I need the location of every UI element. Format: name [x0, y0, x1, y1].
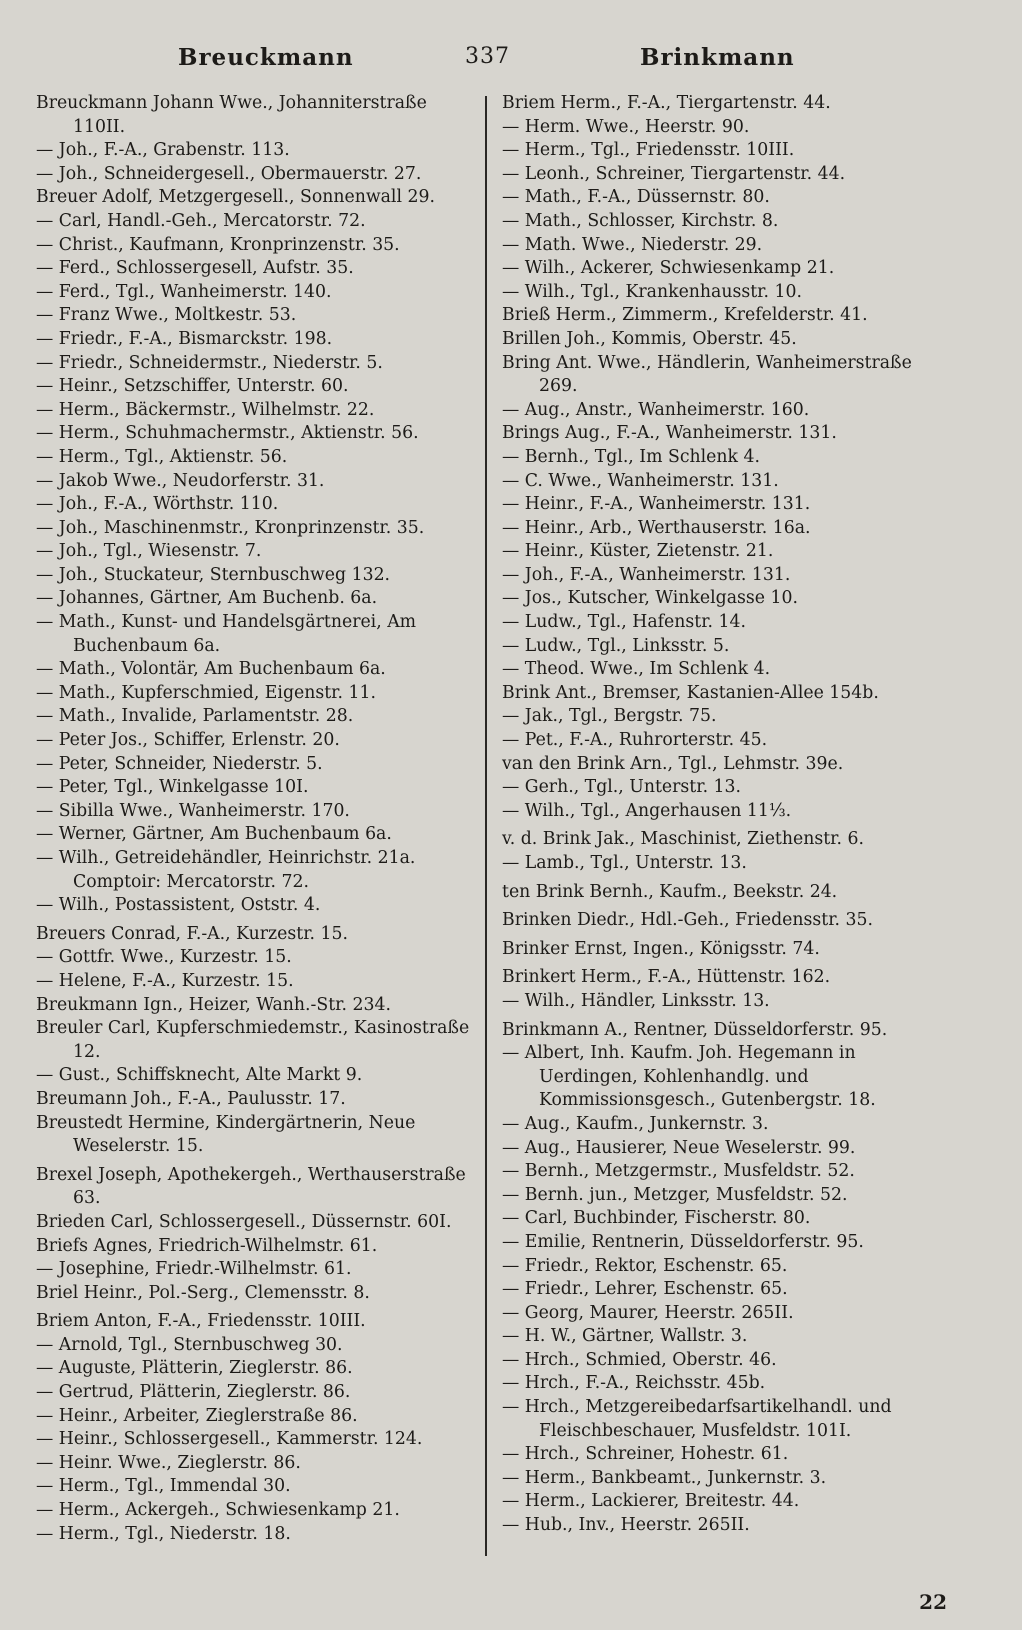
directory-entry: Brillen Joh., Kommis, Oberstr. 45. — [502, 328, 797, 349]
directory-entry: — Hrch., F.-A., Reichsstr. 45b. — [502, 1373, 766, 1394]
directory-entry: — Aug., Anstr., Wanheimerstr. 160. — [502, 399, 810, 420]
directory-entry: — Josephine, Friedr.-Wilhelmstr. 61. — [36, 1259, 352, 1280]
directory-entry: — Leonh., Schreiner, Tiergartenstr. 44. — [502, 163, 846, 184]
directory-entry: Bring Ant. Wwe., Händlerin, Wanheimerstraße 269. — [502, 352, 912, 397]
directory-entry: ten Brink Bernh., Kaufm., Beekstr. 24. — [502, 881, 838, 902]
directory-entry: — Heinr. Wwe., Zieglerstr. 86. — [36, 1452, 301, 1473]
directory-entry: — Ludw., Tgl., Hafenstr. 14. — [502, 612, 747, 633]
left-column — [36, 92, 472, 1546]
directory-entry: v. d. Brink Jak., Maschinist, Ziethenstr. 6. — [502, 829, 865, 850]
directory-entry: — Gottfr. Wwe., Kurzestr. 15. — [36, 947, 292, 968]
directory-entry: — Emilie, Rentnerin, Düsseldorferstr. 95. — [502, 1231, 864, 1252]
directory-entry: van den Brink Arn., Tgl., Lehmstr. 39e. — [502, 753, 844, 774]
directory-entry: — Heinr., Arb., Werthauserstr. 16a. — [502, 517, 811, 538]
directory-entry: — Carl, Buchbinder, Fischerstr. 80. — [502, 1208, 811, 1229]
directory-entry: Briem Anton, F.-A., Friedensstr. 10III. — [36, 1311, 366, 1332]
directory-entry: — Math., Invalide, Parlamentstr. 28. — [36, 706, 354, 727]
directory-entry: — Wilh., Tgl., Krankenhausstr. 10. — [502, 281, 802, 302]
directory-entry: — Christ., Kaufmann, Kronprinzenstr. 35. — [36, 234, 400, 255]
directory-entry: — Hrch., Schreiner, Hohestr. 61. — [502, 1444, 789, 1465]
directory-entry: — Auguste, Plätterin, Zieglerstr. 86. — [36, 1358, 353, 1379]
directory-entry: — Heinr., Setzschiffer, Unterstr. 60. — [36, 376, 349, 397]
directory-entry: — Math. Wwe., Niederstr. 29. — [502, 234, 763, 255]
directory-entry: Brieden Carl, Schlossergesell., Düssernstr. 60I. — [36, 1211, 452, 1232]
directory-entry: — Peter Jos., Schiffer, Erlenstr. 20. — [36, 730, 340, 751]
directory-entry: — Math., Schlosser, Kirchstr. 8. — [502, 210, 779, 231]
directory-entry: — Math., Kupferschmied, Eigenstr. 11. — [36, 682, 377, 703]
running-head-right: Brinkmann — [640, 44, 795, 71]
directory-entry: — Bernh. jun., Metzger, Musfeldstr. 52. — [502, 1184, 848, 1205]
directory-entry: Breustedt Hermine, Kindergärtnerin, Neue Weselerstr. 15. — [36, 1112, 416, 1157]
directory-entry: — Hrch., Schmied, Oberstr. 46. — [502, 1349, 777, 1370]
directory-entry: — Herm., Tgl., Aktienstr. 56. — [36, 446, 288, 467]
directory-entry: — Herm., Schuhmachermstr., Aktienstr. 56. — [36, 423, 419, 444]
directory-entry: — H. W., Gärtner, Wallstr. 3. — [502, 1326, 748, 1347]
column-divider — [485, 96, 487, 1556]
directory-entry: Brinken Diedr., Hdl.-Geh., Friedensstr. 35. — [502, 910, 874, 931]
directory-entry: — Jakob Wwe., Neudorferstr. 31. — [36, 470, 325, 491]
directory-entry: — Herm., Tgl., Friedensstr. 10III. — [502, 140, 795, 161]
directory-entry: — Albert, Inh. Kaufm. Joh. Hegemann in Uerdingen, Kohlenhandlg. und Kommissionsgesch., Gutenbergstr. 18. — [502, 1043, 876, 1111]
directory-entry: — Peter, Tgl., Winkelgasse 10I. — [36, 777, 309, 798]
directory-entry: — Friedr., Lehrer, Eschenstr. 65. — [502, 1279, 788, 1300]
directory-entry: — Gertrud, Plätterin, Zieglerstr. 86. — [36, 1382, 351, 1403]
directory-entry: — Joh., F.-A., Wörthstr. 110. — [36, 494, 279, 515]
directory-entry: Brinkert Herm., F.-A., Hüttenstr. 162. — [502, 967, 831, 988]
directory-entry: — Heinr., Küster, Zietenstr. 21. — [502, 541, 774, 562]
directory-entry: — Franz Wwe., Moltkestr. 53. — [36, 305, 297, 326]
directory-entry: — Georg, Maurer, Heerstr. 265II. — [502, 1302, 794, 1323]
directory-entry: — Wilh., Postassistent, Oststr. 4. — [36, 895, 321, 916]
directory-entry: — Wilh., Getreidehändler, Heinrichstr. 21a. Comptoir: Mercatorstr. 72. — [36, 848, 416, 892]
directory-entry: — Joh., Maschinenmstr., Kronprinzenstr. 35. — [36, 517, 425, 538]
directory-entry: — Jos., Kutscher, Winkelgasse 10. — [502, 588, 798, 609]
directory-entry: Breuler Carl, Kupferschmiedemstr., Kasinostraße 12. — [36, 1018, 470, 1062]
directory-entry: — Bernh., Metzgermstr., Musfeldstr. 52. — [502, 1161, 855, 1182]
directory-entry: Brink Ant., Bremser, Kastanien-Allee 154b. — [502, 682, 879, 703]
directory-entry: — Herm., Bäckermstr., Wilhelmstr. 22. — [36, 399, 375, 420]
running-head-left: Breuckmann — [178, 44, 354, 71]
directory-entry: — Herm., Tgl., Niederstr. 18. — [36, 1523, 291, 1544]
directory-entry: — Joh., F.-A., Wanheimerstr. 131. — [502, 564, 791, 585]
directory-entry: — Bernh., Tgl., Im Schlenk 4. — [502, 446, 760, 467]
directory-entry: — Wilh., Ackerer, Schwiesenkamp 21. — [502, 258, 835, 279]
directory-entry: — Herm., Lackierer, Breitestr. 44. — [502, 1491, 800, 1512]
directory-entry: — Friedr., Schneidermstr., Niederstr. 5. — [36, 352, 383, 373]
directory-entry: Brieß Herm., Zimmerm., Krefelderstr. 41. — [502, 305, 868, 326]
directory-entry: Brexel Joseph, Apothekergeh., Werthauserstraße 63. — [36, 1164, 466, 1209]
directory-entry: — Ferd., Tgl., Wanheimerstr. 140. — [36, 281, 332, 302]
directory-entry: — Joh., Schneidergesell., Obermauerstr. 27. — [36, 163, 422, 184]
directory-entry: — Aug., Kaufm., Junkernstr. 3. — [502, 1113, 769, 1134]
directory-entry: — Ferd., Schlossergesell, Aufstr. 35. — [36, 258, 354, 279]
directory-entry: — Pet., F.-A., Ruhrorterstr. 45. — [502, 730, 768, 751]
directory-entry: — Werner, Gärtner, Am Buchenbaum 6a. — [36, 824, 392, 845]
directory-entry: Briel Heinr., Pol.-Serg., Clemensstr. 8. — [36, 1282, 370, 1303]
directory-entry: — Ludw., Tgl., Linksstr. 5. — [502, 635, 730, 656]
directory-entry: — Heinr., F.-A., Wanheimerstr. 131. — [502, 494, 811, 515]
directory-entry: — Peter, Schneider, Niederstr. 5. — [36, 753, 323, 774]
directory-entry: — Theod. Wwe., Im Schlenk 4. — [502, 659, 771, 680]
directory-entry: — Hub., Inv., Heerstr. 265II. — [502, 1515, 750, 1536]
directory-entry: Brinker Ernst, Ingen., Königsstr. 74. — [502, 938, 820, 959]
directory-entry: — Helene, F.-A., Kurzestr. 15. — [36, 970, 294, 991]
directory-entry: — Wilh., Händler, Linksstr. 13. — [502, 990, 770, 1011]
page-number: 337 — [465, 44, 510, 69]
directory-entry: Briefs Agnes, Friedrich-Wilhelmstr. 61. — [36, 1235, 378, 1256]
signature-mark: 22 — [919, 1590, 947, 1614]
directory-entry: — Hrch., Metzgereibedarfsartikelhandl. und Fleischbeschauer, Musfeldstr. 101I. — [502, 1397, 892, 1441]
directory-entry: — Aug., Hausierer, Neue Weselerstr. 99. — [502, 1137, 856, 1158]
directory-entry: Briem Herm., F.-A., Tiergartenstr. 44. — [502, 93, 831, 113]
directory-entry: — Herm., Ackergeh., Schwiesenkamp 21. — [36, 1500, 400, 1521]
directory-entry: — Gerh., Tgl., Unterstr. 13. — [502, 777, 742, 798]
directory-entry: — Heinr., Schlossergesell., Kammerstr. 124. — [36, 1429, 423, 1450]
directory-entry: — C. Wwe., Wanheimerstr. 131. — [502, 470, 779, 491]
directory-entry: — Joh., Tgl., Wiesenstr. 7. — [36, 541, 262, 562]
directory-entry: — Heinr., Arbeiter, Zieglerstraße 86. — [36, 1405, 358, 1426]
directory-entry: — Friedr., F.-A., Bismarckstr. 198. — [36, 328, 333, 349]
directory-entry: — Wilh., Tgl., Angerhausen 11⅓. — [502, 800, 792, 821]
directory-entry: — Jak., Tgl., Bergstr. 75. — [502, 706, 717, 727]
directory-entry: Breuer Adolf, Metzgergesell., Sonnenwall 29. — [36, 187, 435, 208]
directory-entry: Brinkmann A., Rentner, Düsseldorferstr. 95. — [502, 1019, 888, 1040]
directory-entry: Breukmann Ign., Heizer, Wanh.-Str. 234. — [36, 994, 391, 1015]
directory-entry: — Sibilla Wwe., Wanheimerstr. 170. — [36, 800, 350, 821]
directory-entry: Brings Aug., F.-A., Wanheimerstr. 131. — [502, 423, 837, 444]
right-column — [502, 92, 938, 1538]
directory-entry: — Math., Volontär, Am Buchenbaum 6a. — [36, 659, 386, 680]
directory-entry: — Math., F.-A., Düssernstr. 80. — [502, 187, 770, 208]
directory-entry: Breuers Conrad, F.-A., Kurzestr. 15. — [36, 923, 349, 944]
directory-entry: — Herm., Bankbeamt., Junkernstr. 3. — [502, 1467, 827, 1488]
directory-entry: — Joh., Stuckateur, Sternbuschweg 132. — [36, 564, 391, 585]
directory-entry: — Arnold, Tgl., Sternbuschweg 30. — [36, 1334, 343, 1355]
directory-entry: — Math., Kunst- und Handelsgärtnerei, Am Buchenbaum 6a. — [36, 612, 417, 656]
directory-entry: — Herm., Tgl., Immendal 30. — [36, 1476, 291, 1497]
directory-entry: — Johannes, Gärtner, Am Buchenb. 6a. — [36, 588, 378, 609]
directory-entry: — Friedr., Rektor, Eschenstr. 65. — [502, 1255, 788, 1276]
directory-entry: Breumann Joh., F.-A., Paulusstr. 17. — [36, 1088, 346, 1109]
directory-entry: — Herm. Wwe., Heerstr. 90. — [502, 116, 750, 137]
directory-entry: — Gust., Schiffsknecht, Alte Markt 9. — [36, 1065, 363, 1086]
directory-entry: Breuckmann Johann Wwe., Johanniterstraße 110II. — [36, 93, 427, 137]
directory-entry: — Lamb., Tgl., Unterstr. 13. — [502, 853, 747, 873]
directory-entry: — Carl, Handl.-Geh., Mercatorstr. 72. — [36, 210, 366, 231]
directory-entry: — Joh., F.-A., Grabenstr. 113. — [36, 140, 290, 161]
